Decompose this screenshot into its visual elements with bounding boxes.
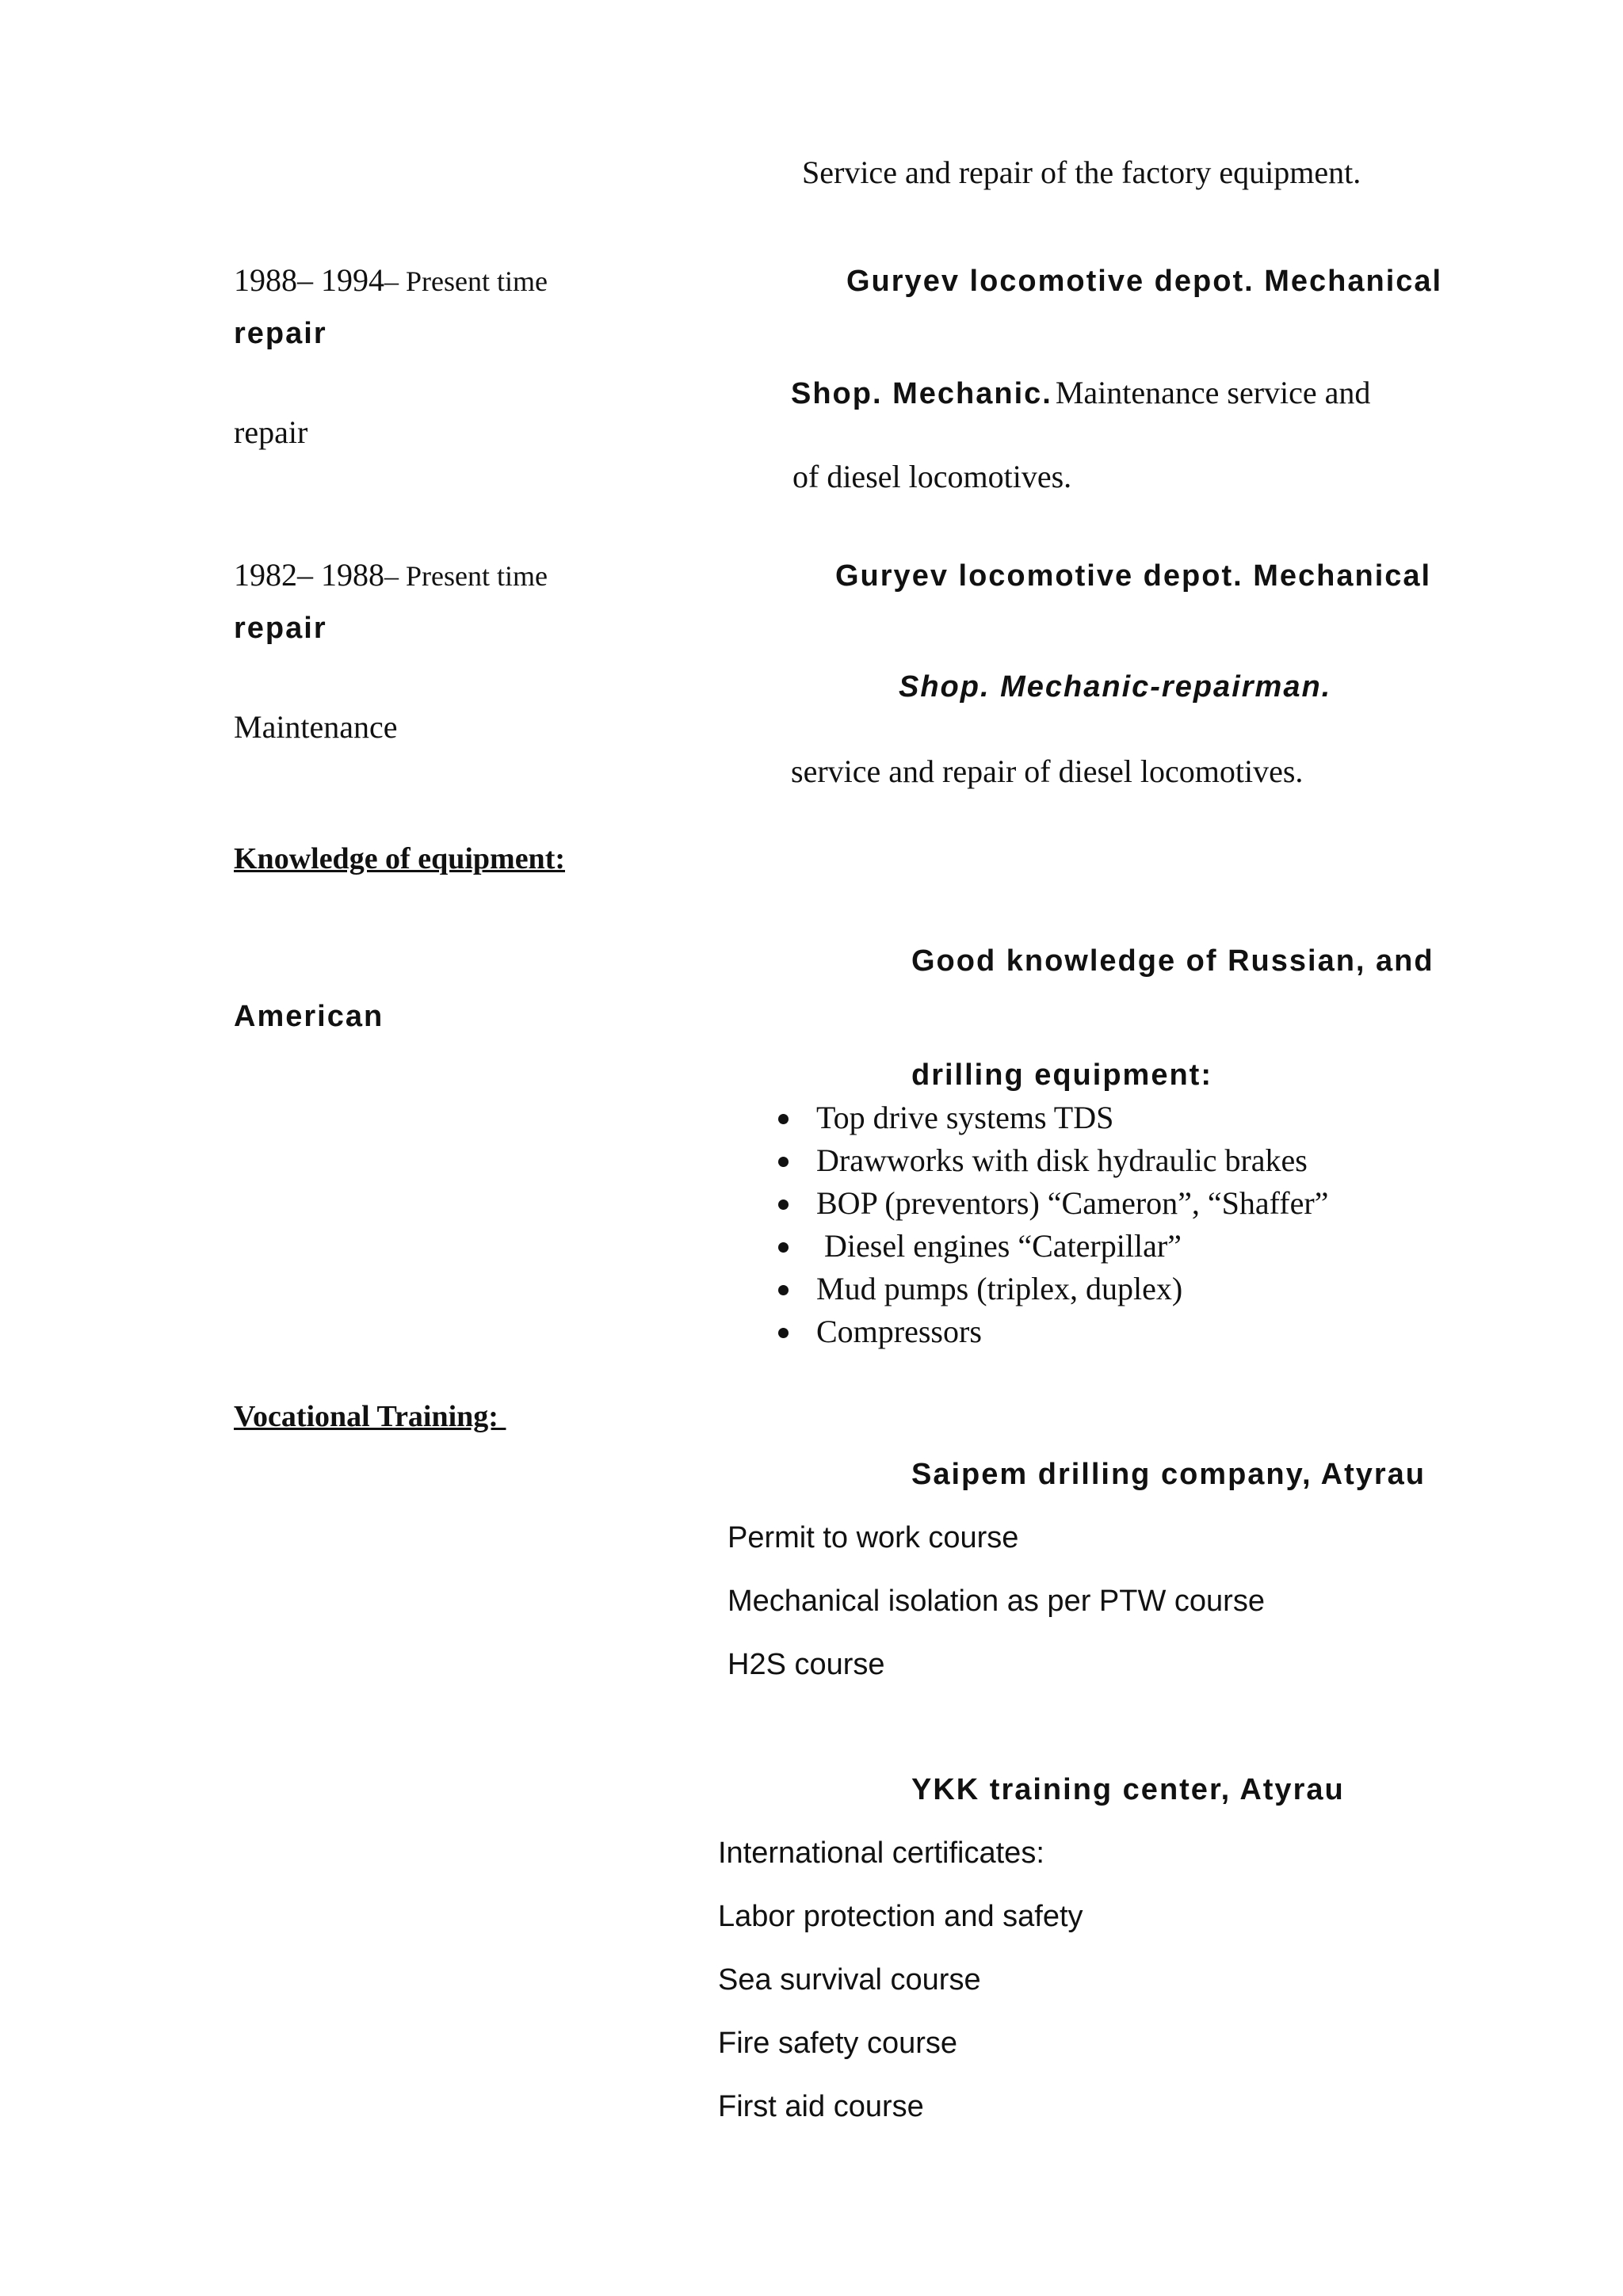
knowledge-intro-line1: Good knowledge of Russian, and [911,944,1434,978]
job2-employer: Guryev locomotive depot. Mechanical [835,559,1432,593]
equipment-item: Mud pumps (triplex, duplex) [816,1271,1183,1306]
provider1-course: Mechanical isolation as per PTW course [727,1585,1265,1618]
knowledge-heading: Knowledge of equipment: [234,842,565,875]
job1-description: of diesel locomotives. [792,459,1072,494]
list-item [777,1268,1328,1310]
equipment-item: BOP (preventors) “Cameron”, “Shaffer” [816,1185,1329,1221]
knowledge-intro-left: American [234,1000,384,1033]
job2-dates-suffix: – Present time [384,560,548,592]
job2-position: Shop. Mechanic-repairman. [899,670,1332,704]
job1-dates [234,261,548,299]
job2-description: service and repair of diesel locomotives. [791,753,1304,789]
bullet-icon [778,1285,789,1295]
knowledge-intro-line2: drilling equipment: [911,1058,1212,1092]
training-provider2: YKK training center, Atyrau [911,1773,1345,1806]
equipment-list [777,1097,1328,1353]
equipment-item: Drawworks with disk hydraulic brakes [816,1142,1308,1178]
provider2-course: First aid course [718,2090,924,2123]
bullet-icon [778,1114,789,1124]
equipment-item: Compressors [816,1314,982,1349]
training-provider1: Saipem drilling company, Atyrau [911,1458,1426,1491]
equipment-item: Diesel engines “Caterpillar” [816,1228,1182,1264]
list-item [777,1225,1328,1268]
bullet-icon [778,1157,789,1167]
list-item [777,1097,1328,1139]
bullet-icon [778,1328,789,1338]
job1-position-rest: Maintenance service and [1055,375,1371,410]
equipment-item: Top drive systems TDS [816,1100,1114,1135]
provider2-course: Sea survival course [718,1963,981,1997]
job1-position [791,374,1370,411]
provider2-course: International certificates: [718,1836,1044,1870]
provider1-course: Permit to work course [727,1521,1019,1554]
bullet-icon [778,1242,789,1253]
job2-left-maintenance: Maintenance [234,709,398,745]
job2-dates [234,556,548,593]
job1-left-repair: repair [234,317,327,350]
job1-dates-suffix: – Present time [384,265,548,297]
training-heading: Vocational Training: [234,1400,506,1433]
list-item [777,1310,1328,1353]
provider2-course: Fire safety course [718,2027,957,2060]
provider1-course: H2S course [727,1648,885,1681]
bullet-icon [778,1199,789,1210]
job1-position-title: Shop. Mechanic. [791,377,1052,410]
job2-left-repair: repair [234,612,327,645]
provider2-course: Labor protection and safety [718,1900,1083,1933]
job1-employer: Guryev locomotive depot. Mechanical [846,265,1443,298]
job1-dates-main: 1988– 1994 [234,262,384,298]
intro-line: Service and repair of the factory equipment. [802,154,1361,190]
job2-dates-main: 1982– 1988 [234,557,384,593]
list-item [777,1182,1328,1225]
job1-left-repair-2: repair [234,414,308,450]
list-item [777,1139,1328,1182]
